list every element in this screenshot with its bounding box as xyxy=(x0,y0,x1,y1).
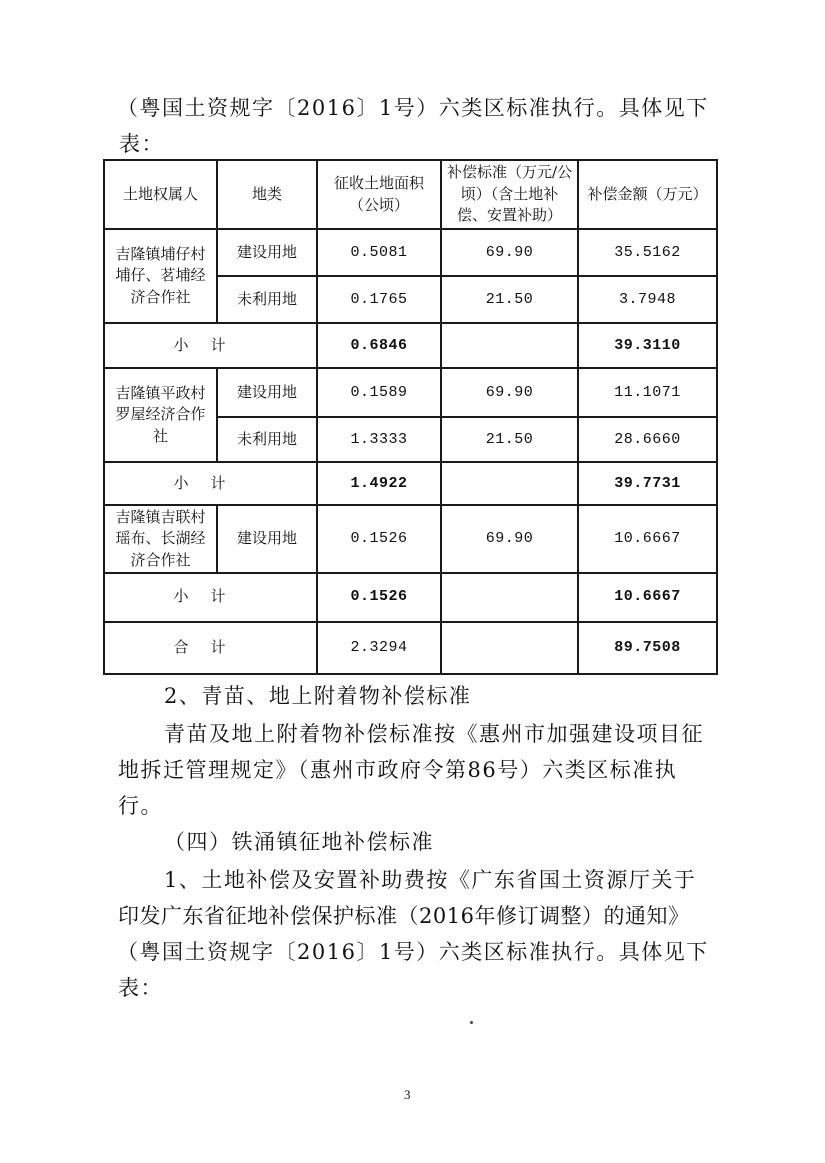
standard-cell: 69.90 xyxy=(441,505,578,572)
standard-cell: 21.50 xyxy=(441,276,578,323)
area-cell: 0.1526 xyxy=(317,505,441,572)
area-cell: 0.5081 xyxy=(317,229,441,276)
area-cell: 0.1589 xyxy=(317,368,441,417)
land-type-cell: 未利用地 xyxy=(217,417,317,462)
header-land-type: 地类 xyxy=(217,160,317,229)
land-type-cell: 建设用地 xyxy=(217,229,317,276)
item2-paragraph-line-1: 青苗及地上附着物补偿标准按《惠州市加强建设项目征 xyxy=(164,722,704,746)
area-cell: 0.1765 xyxy=(317,276,441,323)
table-row xyxy=(104,368,717,417)
subtotal-label: 小计 xyxy=(104,323,317,368)
table-row xyxy=(104,229,717,276)
item1-paragraph-line-3: （粤国土资规字〔2016〕1号）六类区标准执行。具体见下 xyxy=(117,940,709,964)
subtotal-area: 0.1526 xyxy=(317,573,441,622)
item1-paragraph-line-4: 表： xyxy=(118,976,163,1000)
land-type-cell: 未利用地 xyxy=(217,276,317,323)
empty-cell xyxy=(441,323,578,368)
total-label: 合计 xyxy=(104,622,317,674)
land-type-cell: 建设用地 xyxy=(217,368,317,417)
subtotal-row xyxy=(104,323,717,368)
scan-speck xyxy=(470,1021,473,1024)
header-owner: 土地权属人 xyxy=(104,160,217,229)
empty-cell xyxy=(441,622,578,674)
subtotal-area: 1.4922 xyxy=(317,462,441,505)
item1-paragraph-line-1: 1、土地补偿及安置补助费按《广东省国土资源厅关于 xyxy=(164,868,697,892)
empty-cell xyxy=(441,462,578,505)
header-standard: 补偿标准（万元/公顷）（含土地补偿、安置补助） xyxy=(441,160,578,229)
subtotal-label: 小计 xyxy=(104,462,317,505)
subtotal-amount: 39.3110 xyxy=(578,323,717,368)
amount-cell: 3.7948 xyxy=(578,276,717,323)
subtotal-row xyxy=(104,462,717,505)
compensation-table xyxy=(103,159,718,675)
item2-paragraph-line-2: 地拆迁管理规定》（惠州市政府令第86号）六类区标准执 xyxy=(118,758,678,782)
subtotal-amount: 10.6667 xyxy=(578,573,717,622)
subtotal-row xyxy=(104,573,717,622)
intro-line-1: （粤国土资规字〔2016〕1号）六类区标准执行。具体见下 xyxy=(117,96,709,120)
item2-heading: 2、青苗、地上附着物补偿标准 xyxy=(164,684,472,708)
amount-cell: 11.1071 xyxy=(578,368,717,417)
item2-paragraph-line-3: 行。 xyxy=(118,794,163,818)
standard-cell: 21.50 xyxy=(441,417,578,462)
section4-heading: （四）铁涌镇征地补偿标准 xyxy=(164,830,434,854)
table-header-row xyxy=(104,160,717,229)
owner-cell: 吉隆镇平政村罗屋经济合作社 xyxy=(104,368,217,462)
total-area: 2.3294 xyxy=(317,622,441,674)
header-area: 征收土地面积（公顷） xyxy=(317,160,441,229)
subtotal-label: 小计 xyxy=(104,573,317,622)
total-amount: 89.7508 xyxy=(578,622,717,674)
subtotal-area: 0.6846 xyxy=(317,323,441,368)
intro-line-2: 表： xyxy=(119,132,164,156)
area-cell: 1.3333 xyxy=(317,417,441,462)
amount-cell: 35.5162 xyxy=(578,229,717,276)
item1-paragraph-line-2: 印发广东省征地补偿保护标准（2016年修订调整）的通知》 xyxy=(118,904,690,928)
subtotal-amount: 39.7731 xyxy=(578,462,717,505)
amount-cell: 28.6660 xyxy=(578,417,717,462)
table-row xyxy=(104,505,717,572)
page-number: 3 xyxy=(404,1087,411,1102)
owner-cell: 吉隆镇吉联村瑶布、长湖经济合作社 xyxy=(104,505,217,572)
owner-cell: 吉隆镇埔仔村埔仔、茗埔经济合作社 xyxy=(104,229,217,323)
standard-cell: 69.90 xyxy=(441,229,578,276)
land-type-cell: 建设用地 xyxy=(217,505,317,572)
amount-cell: 10.6667 xyxy=(578,505,717,572)
standard-cell: 69.90 xyxy=(441,368,578,417)
header-amount: 补偿金额（万元） xyxy=(578,160,717,229)
total-row xyxy=(104,622,717,674)
empty-cell xyxy=(441,573,578,622)
